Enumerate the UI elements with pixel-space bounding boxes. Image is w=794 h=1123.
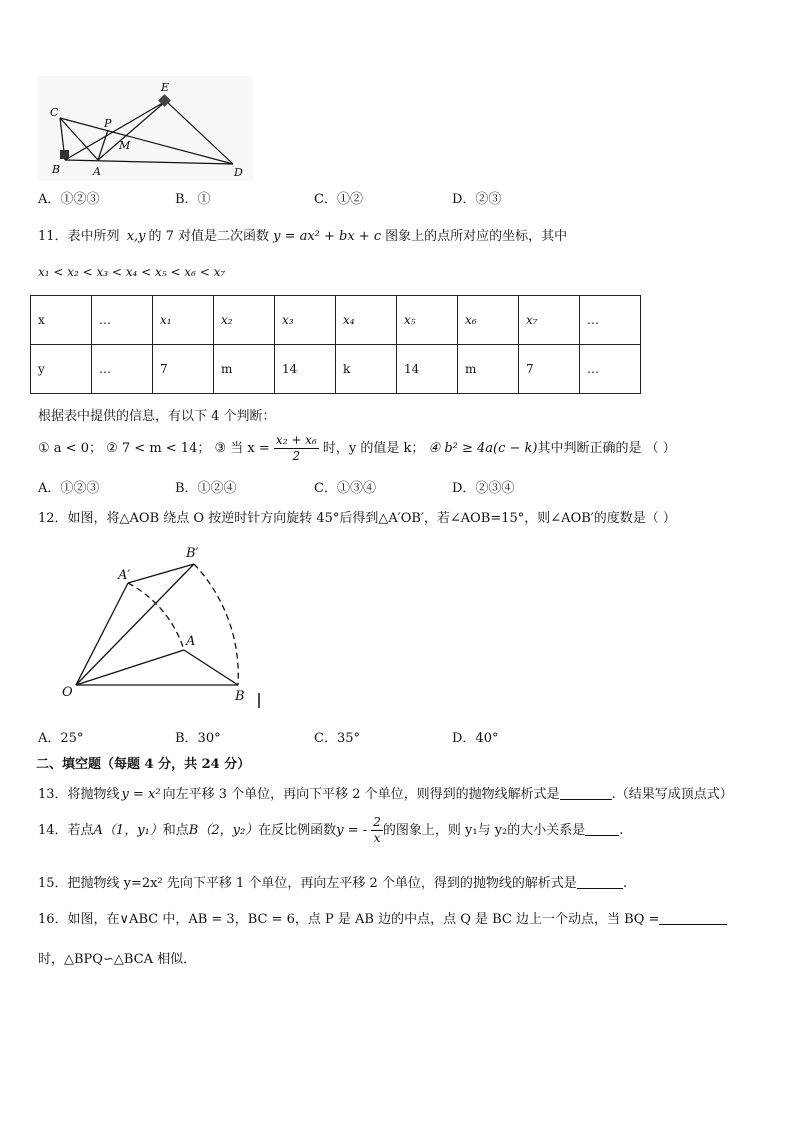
q10-label-m: M <box>119 139 131 152</box>
q10-label-p: P <box>104 117 112 130</box>
table-cell: x₆ <box>458 296 519 345</box>
table-cell: x₇ <box>519 296 580 345</box>
q13 <box>38 783 733 802</box>
q10-option-c: C．①② <box>314 192 363 207</box>
q13-tail: .（结果写成顶点式） <box>611 787 733 802</box>
q16-line1 <box>38 908 727 927</box>
q11-judgement-1: ① a < 0； <box>38 441 102 456</box>
q11-table <box>30 295 641 394</box>
q10-label-b: B <box>52 163 61 176</box>
table-cell: 14 <box>275 345 336 394</box>
q15 <box>38 872 627 891</box>
q10-option-d: D．②③ <box>452 192 502 207</box>
q10-label-e: E <box>161 81 170 94</box>
q11-option-b: B．①②④ <box>175 481 237 496</box>
q15-tail: . <box>622 876 628 891</box>
q10-option-b: B．① <box>175 192 211 207</box>
q12-arc-b <box>194 564 238 685</box>
q14-fraction <box>371 815 383 846</box>
q11-order: x₁ < x₂ < x₃ < x₄ < x₅ < x₆ < x₇ <box>38 265 226 279</box>
table-cell: 7 <box>153 345 214 394</box>
q11-option-c: C．①③④ <box>314 481 376 496</box>
table-cell: 14 <box>397 345 458 394</box>
q11-stem-func: y = ax² + bx + c <box>273 229 382 244</box>
q14-answer-blank[interactable] <box>585 835 619 836</box>
table-cell: x <box>31 296 92 345</box>
q16-text: 16．如图，在∨ABC 中，AB = 3，BC = 6，点 P 是 AB 边的中点，点 Q 是 BC 边上一个动点，当 BQ = <box>38 912 660 927</box>
q11-stem-vars: x,y <box>126 229 146 244</box>
q12-label-b-prime: B′ <box>186 546 199 561</box>
q12-option-c: C．35° <box>314 731 360 746</box>
q14-mid1: 和点 <box>162 823 189 838</box>
q10-figure <box>38 76 253 181</box>
q11-judgement-3-pre: ③ 当 x = <box>214 441 270 456</box>
q14-point-a: A（1，y₁） <box>93 823 163 838</box>
q13-post: 向左平移 3 个单位，再向下平移 2 个单位，则得到的抛物线解析式是 <box>162 787 560 802</box>
table-cell: 7 <box>519 345 580 394</box>
q10-right-angle-b <box>60 150 69 159</box>
q11-stem-end: 图象上的点所对应的坐标，其中 <box>385 229 568 244</box>
table-cell: y <box>31 345 92 394</box>
q11-judgement-3-fraction <box>274 433 319 464</box>
q16-line2: 时，△BPQ∽△BCA 相似． <box>38 952 197 967</box>
q12-option-b: B．30° <box>175 731 221 746</box>
q14-mid2: 在反比例函数 <box>258 823 337 838</box>
q12-segment-ab <box>184 650 238 685</box>
q14-fraction-numerator: 2 <box>373 815 381 829</box>
table-cell: x₁ <box>153 296 214 345</box>
q12-option-d: D．40° <box>452 731 499 746</box>
table-cell: x₂ <box>214 296 275 345</box>
q11-judgement-2: ② 7 < m < 14； <box>106 441 211 456</box>
q10-label-d: D <box>234 166 243 179</box>
q14-post: 的图象上，则 y₁与 y₂的大小关系是 <box>382 823 586 838</box>
table-cell: … <box>580 345 641 394</box>
table-cell: x₅ <box>397 296 458 345</box>
table-cell: x₄ <box>336 296 397 345</box>
table-cell: … <box>580 296 641 345</box>
q11-judgement-3-post: 时，y 的值是 k； <box>322 441 425 456</box>
q11-option-a: A．①②③ <box>38 481 100 496</box>
q15-answer-blank[interactable] <box>577 888 623 889</box>
q12-label-o: O <box>62 685 73 700</box>
table-cell: m <box>214 345 275 394</box>
q13-pre: 13．将抛物线 <box>38 787 120 802</box>
q12-arc-a <box>128 583 184 650</box>
q14-fraction-denominator: x <box>373 831 381 845</box>
q10-option-a: A．①②③ <box>38 192 100 207</box>
q11-stem-text: 表中所列 <box>67 229 120 244</box>
q14-func: y = - <box>336 823 368 838</box>
q11-fraction-numerator: x₂ + x₆ <box>275 433 317 447</box>
q11-judgement-4: ④ b² ≥ 4a(c − k) <box>428 441 538 456</box>
q12-option-a: A．25° <box>38 731 84 746</box>
q12-label-a-prime: A′ <box>118 568 131 583</box>
q16-answer-blank[interactable] <box>659 924 727 925</box>
table-cell: x₃ <box>275 296 336 345</box>
table-row <box>31 296 641 345</box>
q12-figure <box>58 540 273 712</box>
section-heading-fill-blank: 二、填空题（每题 4 分，共 24 分） <box>36 757 251 772</box>
q12-segment-ob-prime <box>76 564 194 685</box>
table-cell: … <box>92 296 153 345</box>
q12-stem: 12．如图，将△AOB 绕点 O 按逆时针方向旋转 45°后得到△A′OB′，若∠AOB=15°，则∠AOB′的度数是（ ） <box>38 511 676 526</box>
q12-label-b: B <box>235 689 245 704</box>
table-cell: k <box>336 345 397 394</box>
table-cell: m <box>458 345 519 394</box>
q11-stem <box>38 225 567 244</box>
table-cell: … <box>92 345 153 394</box>
q14 <box>38 814 623 848</box>
q13-func: y = x² <box>121 787 161 802</box>
q11-judgements <box>38 432 676 466</box>
q11-tail: 其中判断正确的是 （ ） <box>537 441 676 456</box>
q14-pre: 14．若点 <box>38 823 94 838</box>
q11-fraction-denominator: 2 <box>292 449 301 463</box>
table-row <box>31 345 641 394</box>
q13-answer-blank[interactable] <box>560 799 612 800</box>
q10-label-c: C <box>50 106 59 119</box>
q12-label-a: A <box>186 634 196 649</box>
q15-text: 15．把抛物线 y=2x² 先向下平移 1 个单位，再向左平移 2 个单位，得到的抛物线的解析式是 <box>38 876 577 891</box>
q10-label-a: A <box>93 165 101 178</box>
q11-number: 11． <box>38 229 68 244</box>
q14-point-b: B（2，y₂） <box>188 823 259 838</box>
q11-option-d: D．②③④ <box>452 481 515 496</box>
q12-segment-oa-prime <box>76 583 128 685</box>
q11-stem-mid: 的 7 对值是二次函数 <box>148 229 270 244</box>
q11-info: 根据表中提供的信息，有以下 4 个判断： <box>38 409 276 424</box>
q14-tail: . <box>619 823 624 838</box>
